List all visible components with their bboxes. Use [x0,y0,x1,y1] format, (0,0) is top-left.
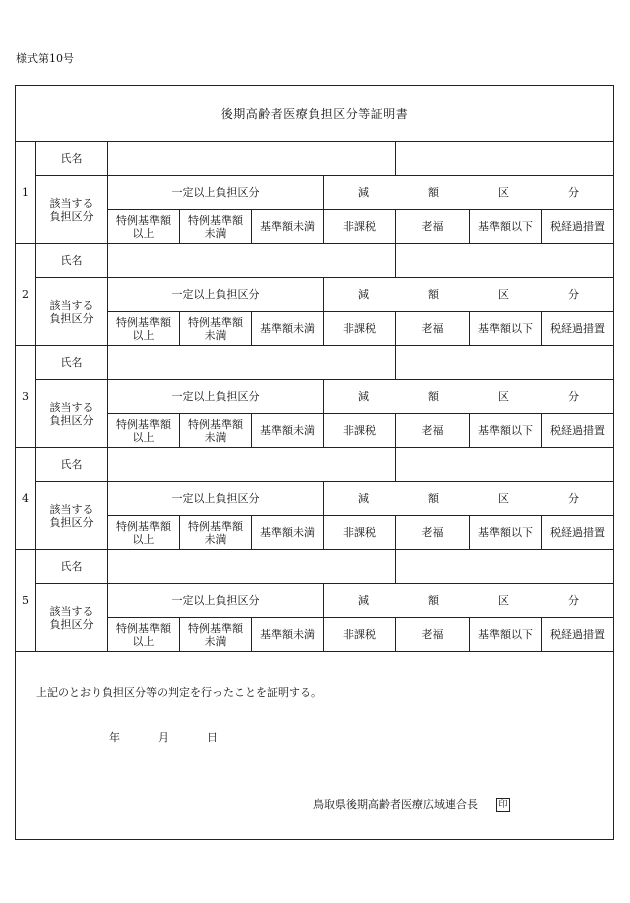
category-label: 特例基準額 [116,213,171,227]
applicable-category-label [36,278,108,346]
category-label: 基準額以下 [478,628,533,641]
category-cell[interactable] [108,618,180,652]
entry-number: 2 [16,244,36,346]
category-label: 特例基準額 [188,519,243,533]
name-label: 氏名 [36,550,108,584]
relief-header [324,482,614,516]
applicable-label-line2: 負担区分 [49,515,94,529]
relief-header-char: 分 [568,492,579,505]
category-label: 特例基準額 [116,315,171,329]
relief-header-char: 分 [568,594,579,607]
issuer-line [313,796,510,812]
category-label: 非課税 [343,322,376,335]
entry-header-row [16,482,614,516]
category-label: 以上 [132,532,155,546]
category-label: 以上 [132,430,155,444]
category-cell[interactable] [470,210,542,244]
category-cell[interactable] [108,516,180,550]
relief-header-char: 額 [428,390,439,403]
category-label: 未満 [204,226,227,240]
category-label: 特例基準額 [188,417,243,431]
applicable-label-line2: 負担区分 [49,413,94,427]
category-cell[interactable] [252,618,324,652]
category-cell[interactable] [396,618,470,652]
certificate-sheet [15,85,614,840]
entry-header-row [16,278,614,312]
category-label: 老福 [421,628,444,641]
relief-header-char: 分 [568,288,579,301]
applicable-category-label [36,380,108,448]
category-label: 老福 [421,424,444,437]
category-cell[interactable] [180,618,252,652]
entry-name-row [16,244,614,278]
applicable-label-line1: 該当する [49,196,94,210]
category-cell[interactable] [470,618,542,652]
applicable-category-label [36,176,108,244]
entry-name-row [16,550,614,584]
category-label: 基準額未満 [260,322,315,335]
category-label: 基準額未満 [260,628,315,641]
category-cell[interactable] [180,414,252,448]
fixed-over-header: 一定以上負担区分 [108,380,324,414]
fixed-over-header: 一定以上負担区分 [108,176,324,210]
name-field-extra[interactable] [396,346,614,380]
category-label: 老福 [421,322,444,335]
category-label: 以上 [132,634,155,648]
relief-header-char: 区 [498,288,509,301]
relief-header-char: 区 [498,186,509,199]
name-field-extra[interactable] [396,244,614,278]
name-field-extra[interactable] [396,550,614,584]
category-label: 以上 [132,226,155,240]
category-label: 特例基準額 [188,213,243,227]
category-label: 税経過措置 [550,220,605,233]
relief-header [324,278,614,312]
category-cell[interactable] [542,414,614,448]
category-cell[interactable] [324,312,396,346]
relief-header-char: 減 [358,186,369,199]
category-cell[interactable] [470,312,542,346]
relief-header [324,584,614,618]
entry-name-row [16,142,614,176]
fixed-over-header: 一定以上負担区分 [108,278,324,312]
applicable-label-line2: 負担区分 [49,311,94,325]
applicable-label-line1: 該当する [49,604,94,618]
date-year-label: 年 [109,731,120,744]
category-cell[interactable] [180,312,252,346]
category-cell[interactable] [180,516,252,550]
category-label: 基準額以下 [478,424,533,437]
category-cell[interactable] [542,312,614,346]
category-label: 基準額以下 [478,220,533,233]
applicable-category-label [36,482,108,550]
entry-name-row [16,346,614,380]
category-cell[interactable] [324,516,396,550]
category-label: 非課税 [343,526,376,539]
category-cell[interactable] [108,210,180,244]
category-cell[interactable] [470,414,542,448]
name-field[interactable] [108,346,396,380]
category-label: 未満 [204,328,227,342]
category-cell[interactable] [252,210,324,244]
certification-statement: 上記のとおり負担区分等の判定を行ったことを証明する。 [36,686,322,699]
applicable-label-line1: 該当する [49,400,94,414]
category-label: 基準額未満 [260,526,315,539]
category-label: 税経過措置 [550,526,605,539]
category-cell[interactable] [108,414,180,448]
category-cell[interactable] [252,516,324,550]
category-cell[interactable] [396,210,470,244]
category-label: 老福 [421,220,444,233]
form-number-label: 様式第10号 [16,52,74,65]
category-cell[interactable] [542,618,614,652]
name-field[interactable] [108,550,396,584]
name-field-extra[interactable] [396,448,614,482]
date-day-label: 日 [207,731,218,744]
category-label: 特例基準額 [116,519,171,533]
name-label: 氏名 [36,142,108,176]
entry-number: 3 [16,346,36,448]
seal-mark: 印 [496,798,510,812]
entry-header-row [16,380,614,414]
category-label: 基準額以下 [478,526,533,539]
date-line [109,729,218,745]
category-cell[interactable] [180,210,252,244]
category-label: 税経過措置 [550,322,605,335]
category-label: 未満 [204,430,227,444]
applicable-label-line1: 該当する [49,502,94,516]
category-label: 基準額未満 [260,424,315,437]
fixed-over-header: 一定以上負担区分 [108,584,324,618]
name-field[interactable] [108,448,396,482]
name-label: 氏名 [36,448,108,482]
name-field[interactable] [108,142,396,176]
relief-header-char: 分 [568,186,579,199]
category-label: 非課税 [343,220,376,233]
category-cell[interactable] [324,414,396,448]
category-cell[interactable] [396,414,470,448]
category-cell[interactable] [252,414,324,448]
category-label: 老福 [421,526,444,539]
relief-header-char: 額 [428,186,439,199]
applicable-category-label [36,584,108,652]
applicable-label-line2: 負担区分 [49,617,94,631]
category-cell[interactable] [542,210,614,244]
relief-header-char: 額 [428,288,439,301]
relief-header-char: 減 [358,390,369,403]
category-label: 特例基準額 [116,621,171,635]
date-month-label: 月 [158,731,169,744]
relief-header-char: 区 [498,390,509,403]
name-label: 氏名 [36,346,108,380]
category-cell[interactable] [108,312,180,346]
name-label: 氏名 [36,244,108,278]
relief-header-char: 減 [358,594,369,607]
relief-header [324,176,614,210]
category-label: 税経過措置 [550,424,605,437]
relief-header-char: 分 [568,390,579,403]
category-label: 特例基準額 [188,621,243,635]
relief-header-char: 区 [498,594,509,607]
category-cell[interactable] [470,516,542,550]
fixed-over-header: 一定以上負担区分 [108,482,324,516]
category-label: 税経過措置 [550,628,605,641]
relief-header-char: 減 [358,288,369,301]
entries-table [15,141,614,652]
issuer-name: 鳥取県後期高齢者医療広域連合長 [313,798,478,811]
category-cell[interactable] [252,312,324,346]
relief-header-char: 額 [428,492,439,505]
entry-header-row [16,584,614,618]
category-label: 未満 [204,532,227,546]
category-label: 特例基準額 [188,315,243,329]
applicable-label-line1: 該当する [49,298,94,312]
name-field-extra[interactable] [396,142,614,176]
category-cell[interactable] [396,312,470,346]
document-title: 後期高齢者医療負担区分等証明書 [220,107,409,121]
category-label: 特例基準額 [116,417,171,431]
name-field[interactable] [108,244,396,278]
entry-number: 5 [16,550,36,652]
category-label: 非課税 [343,424,376,437]
category-label: 基準額未満 [260,220,315,233]
relief-header-char: 区 [498,492,509,505]
category-cell[interactable] [396,516,470,550]
category-label: 基準額以下 [478,322,533,335]
category-cell[interactable] [542,516,614,550]
relief-header [324,380,614,414]
entry-number: 1 [16,142,36,244]
relief-header-char: 減 [358,492,369,505]
category-label: 未満 [204,634,227,648]
category-label: 以上 [132,328,155,342]
category-label: 非課税 [343,628,376,641]
category-cell[interactable] [324,618,396,652]
applicable-label-line2: 負担区分 [49,209,94,223]
relief-header-char: 額 [428,594,439,607]
entry-number: 4 [16,448,36,550]
entry-header-row [16,176,614,210]
entry-name-row [16,448,614,482]
category-cell[interactable] [324,210,396,244]
